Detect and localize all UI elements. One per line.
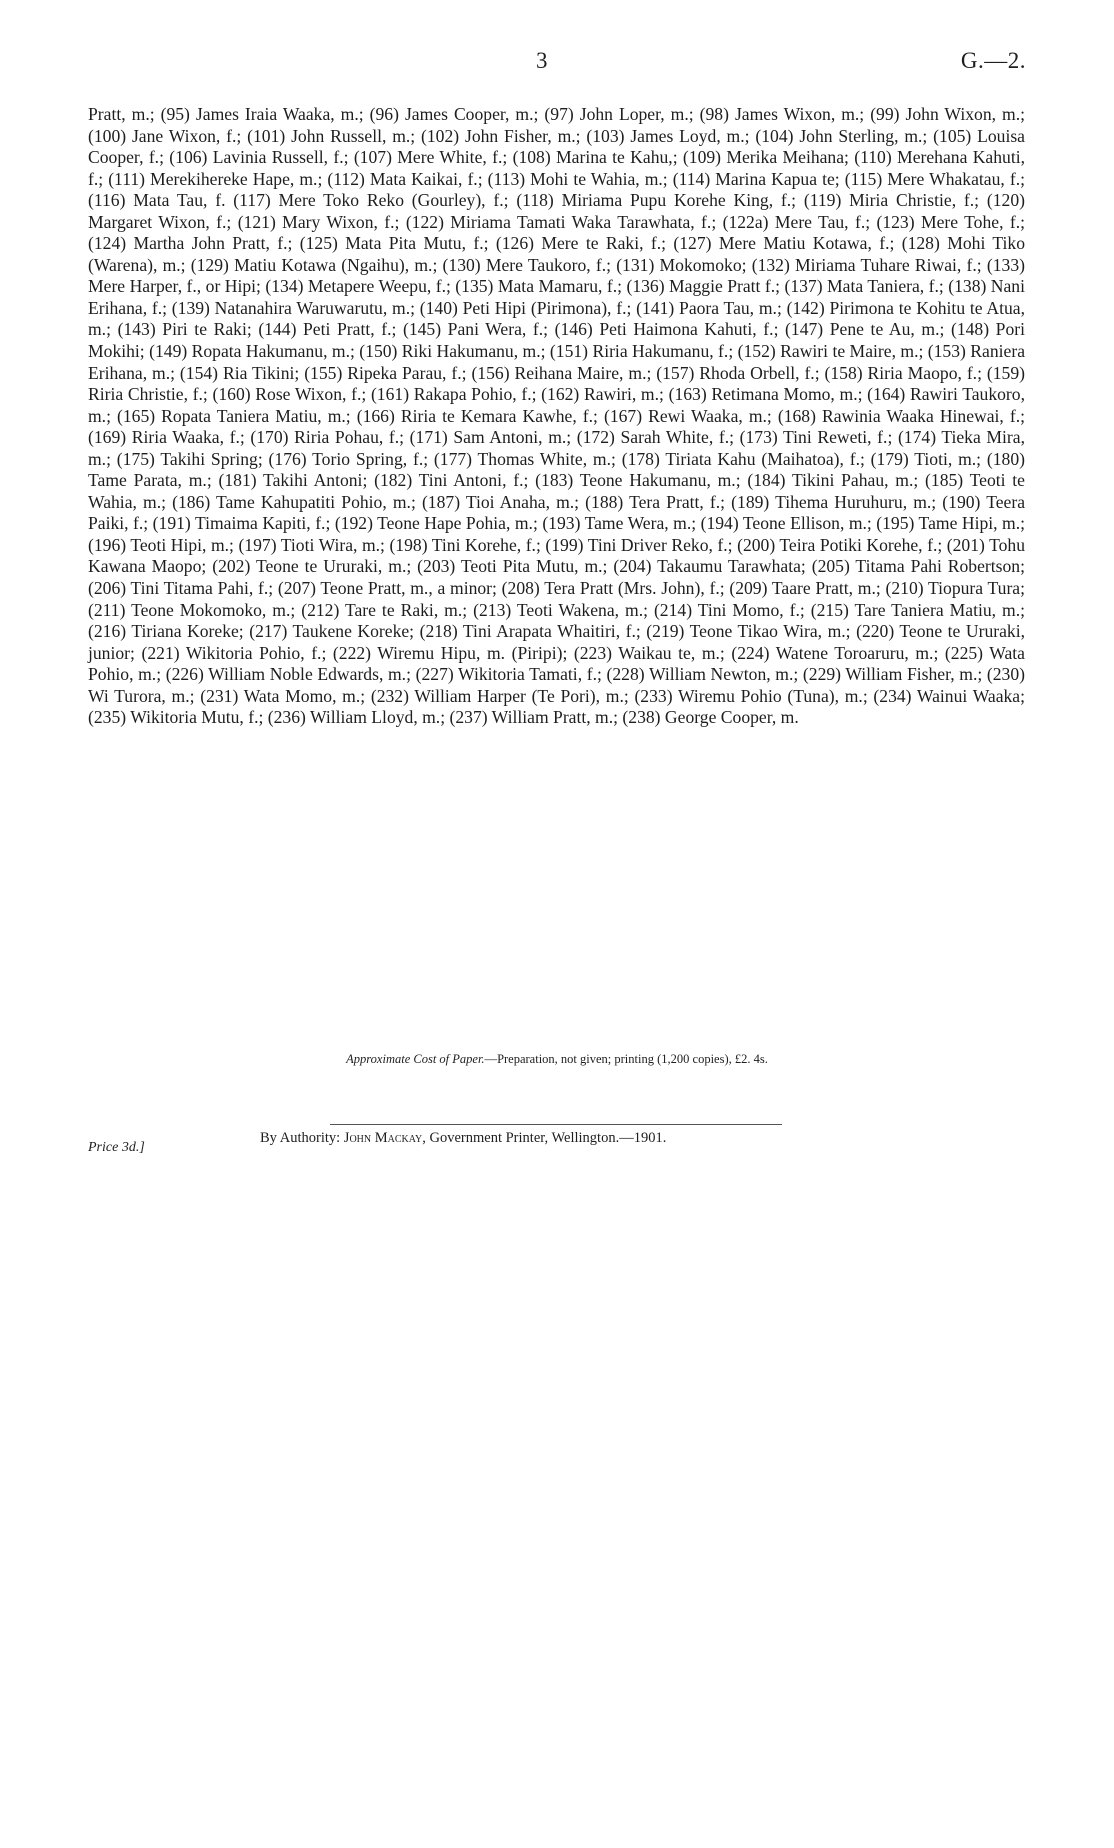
cost-text: —Preparation, not given; printing (1,200 copies), £2. 4s. bbox=[484, 1052, 768, 1066]
body-paragraph: Pratt, m.; (95) James Iraia Waaka, m.; (96) James Cooper, m.; (97) John Loper, m.; (98) James Wixon, m.; (99) John Wixon, m.; (100) Jane Wixon, f.; (101) John Russell, m.; (102) John Fisher, m.; (103) James Loyd, m.; (104) John Sterling, m.; (105) Louisa Cooper, f.; (106) Lavinia Russell, f.; (107) Mere White, f.; (108) Marina te Kahu,; (109) Merika Meihana; (110) Merehana Kahuti, f.; (111) Merekihereke Hape, m.; (112) Mata Kaikai, f.; (113) Mohi te Wahia, m.; (114) Marina Kapua te; (115) Mere Whakatau, f.; (116) Mata Tau, f. (117) Mere Toko Reko (Gourley), f.; (118) Miriama Pupu Korehe King, f.; (119) Miria Christie, f.; (120) Margaret Wixon, f.; (121) Mary Wixon, f.; (122) Miriama Tamati Waka Tarawhata, f.; (122a) Mere Tau, f.; (123) Mere Tohe, f.; (124) Martha John Pratt, f.; (125) Mata Pita Mutu, f.; (126) Mere te Raki, f.; (127) Mere Matiu Kotawa, f.; (128) Mohi Tiko (Warena), m.; (129) Matiu Kotawa (Ngaihu), m.; (130) Mere Taukoro, f.; (131) Mokomoko; (132) Miriama Tuhare Riwai, f.; (133) Mere Harper, f., or Hipi; (134) Metapere Weepu, f.; (135) Mata Mamaru, f.; (136) Maggie Pratt f.; (137) Mata Taniera, f.; (138) Nani Erihana, f.; (139) Natanahira Waruwarutu, m.; (140) Peti Hipi (Pirimona), f.; (141) Paora Tau, m.; (142) Pirimona te Kohitu te Atua, m.; (143) Piri te Raki; (144) Peti Pratt, f.; (145) Pani Wera, f.; (146) Peti Haimona Kahuti, f.; (147) Pene te Au, m.; (148) Pori Mokihi; (149) Ropata Hakumanu, m.; (150) Riki Hakumanu, m.; (151) Riria Hakumanu, f.; (152) Rawiri te Maire, m.; (153) Raniera Erihana, m.; (154) Ria Tikini; (155) Ripeka Parau, f.; (156) Reihana Maire, m.; (157) Rhoda Orbell, f.; (158) Riria Maopo, f.; (159) Riria Christie, f.; (160) Rose Wixon, f.; (161) Rakapa Pohio, f.; (162) Rawiri, m.; (163) Retimana Momo, m.; (164) Rawiri Taukoro, m.; (165) Ropata Taniera Matiu, m.; (166) Riria te Kemara Kawhe, f.; (167) Rewi Waaka, m.; (168) Rawinia Waaka Hinewai, f.; (169) Riria Waaka, f.; (170) Riria Pohau, f.; (171) Sam Antoni, m.; (172) Sarah White, f.; (173) Tini Reweti, f.; (174) Tieka Mira, m.; (175) Takihi Spring; (176) Torio Spring, f.; (177) Thomas White, m.; (178) Tiriata Kahu (Maihatoa), f.; (179) Tioti, m.; (180) Tame Parata, m.; (181) Takihi Antoni; (182) Tini Antoni, f.; (183) Teone Hakumanu, m.; (184) Tikini Pahau, m.; (185) Teoti te Wahia, m.; (186) Tame Kahupatiti Pohio, m.; (187) Tioi Anaha, m.; (188) Tera Pratt, f.; (189) Tihema Huruhuru, m.; (190) Teera Paiki, f.; (191) Timaima Kapiti, f.; (192) Teone Hape Pohia, m.; (193) Tame Wera, m.; (194) Teone Ellison, m.; (195) Tame Hipi, m.; (196) Teoti Hipi, m.; (197) Tioti Wira, m.; (198) Tini Korehe, f.; (199) Tini Driver Reko, f.; (200) Teira Potiki Korehe, f.; (201) Tohu Kawana Maopo; (202) Teone te Ururaki, m.; (203) Teoti Pita Mutu, m.; (204) Takaumu Tarawhata; (205) Titama Pahi Robertson; (206) Tini Titama Pahi, f.; (207) Teone Pratt, m., a minor; (208) Tera Pratt (Mrs. John), f.; (209) Taare Pratt, m.; (210) Tiopura Tura; (211) Teone Mokomoko, m.; (212) Tare te Raki, m.; (213) Teoti Wakena, m.; (214) Tini Momo, f.; (215) Tare Taniera Matiu, m.; (216) Tiriana Koreke; (217) Taukene Koreke; (218) Tini Arapata Whaitiri, f.; (219) Teone Tikao Wira, m.; (220) Teone te Ururaki, junior; (221) Wikitoria Pohio, f.; (222) Wiremu Hipu, m. (Piripi); (223) Waikau te, m.; (224) Watene Toroaruru, m.; (225) Wata Pohio, m.; (226) William Noble Edwards, m.; (227) Wikitoria Tamati, f.; (228) William Newton, m.; (229) William Fisher, m.; (230) Wi Turora, m.; (231) Wata Momo, m.; (232) William Harper (Te Pori), m.; (233) Wiremu Pohio (Tuna), m.; (234) Wainui Waaka; (235) Wikitoria Mutu, f.; (236) William Lloyd, m.; (237) William Pratt, m.; (238) George Cooper, m. bbox=[88, 104, 1025, 728]
price-note: Price 3d.] bbox=[88, 1140, 145, 1155]
cost-label: Approximate Cost of Paper. bbox=[346, 1052, 485, 1066]
printer-authority bbox=[260, 1130, 666, 1147]
cost-note bbox=[0, 1052, 1114, 1067]
page-number: 3 bbox=[536, 48, 548, 73]
footer-rule bbox=[330, 1124, 782, 1125]
document-reference: G.—2. bbox=[960, 48, 1026, 73]
authority-prefix: By Authority: bbox=[260, 1130, 344, 1146]
authority-suffix: , Government Printer, Wellington.—1901. bbox=[422, 1130, 667, 1146]
printer-name: John Mackay bbox=[343, 1130, 423, 1146]
